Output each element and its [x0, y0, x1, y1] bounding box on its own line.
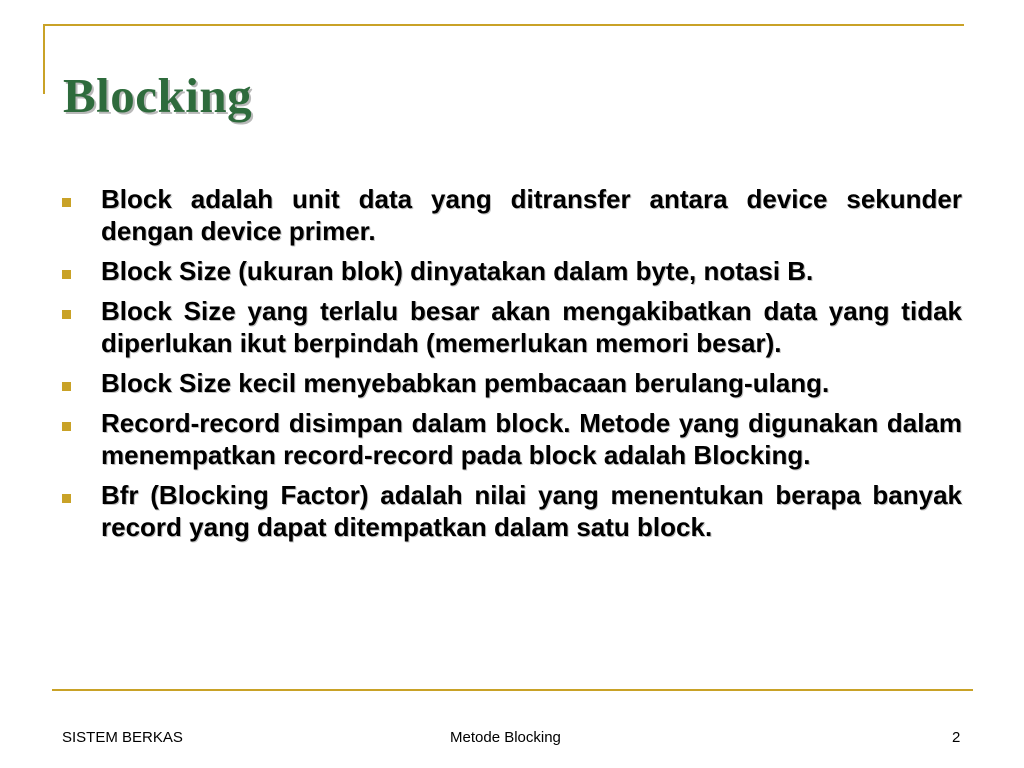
- bullet-list: [62, 183, 962, 551]
- bullet-item-2: [62, 255, 962, 287]
- bullet-item-4: [62, 367, 962, 399]
- bullet-item-3: [62, 295, 962, 359]
- bullet-text-5: Record-record disimpan dalam block. Metode yang digunakan dalam menempatkan record-record pada block adalah Blocking.: [101, 408, 962, 470]
- footer-topic: Metode Blocking: [450, 729, 561, 746]
- bullet-text-4: Block Size kecil menyebabkan pembacaan berulang-ulang.: [101, 368, 830, 398]
- square-bullet-icon: [62, 382, 71, 391]
- footer-course-name: SISTEM BERKAS: [62, 729, 183, 746]
- bullet-item-6: [62, 479, 962, 543]
- left-border-line: [43, 24, 45, 94]
- square-bullet-icon: [62, 270, 71, 279]
- square-bullet-icon: [62, 494, 71, 503]
- footer-divider: [52, 689, 973, 691]
- square-bullet-icon: [62, 310, 71, 319]
- footer-page-number: 2: [952, 729, 961, 746]
- bullet-item-1: [62, 183, 962, 247]
- bullet-text-6: Bfr (Blocking Factor) adalah nilai yang menentukan berapa banyak record yang dapat ditempatkan dalam satu block.: [101, 480, 962, 542]
- top-border-line: [43, 24, 964, 26]
- slide-title: Blocking: [63, 68, 253, 123]
- square-bullet-icon: [62, 422, 71, 431]
- bullet-text-3: Block Size yang terlalu besar akan mengakibatkan data yang tidak diperlukan ikut berpindah (memerlukan memori besar).: [101, 296, 962, 358]
- bullet-text-2: Block Size (ukuran blok) dinyatakan dalam byte, notasi B.: [101, 256, 814, 286]
- bullet-item-5: [62, 407, 962, 471]
- bullet-text-1: Block adalah unit data yang ditransfer antara device sekunder dengan device primer.: [101, 184, 962, 246]
- square-bullet-icon: [62, 198, 71, 207]
